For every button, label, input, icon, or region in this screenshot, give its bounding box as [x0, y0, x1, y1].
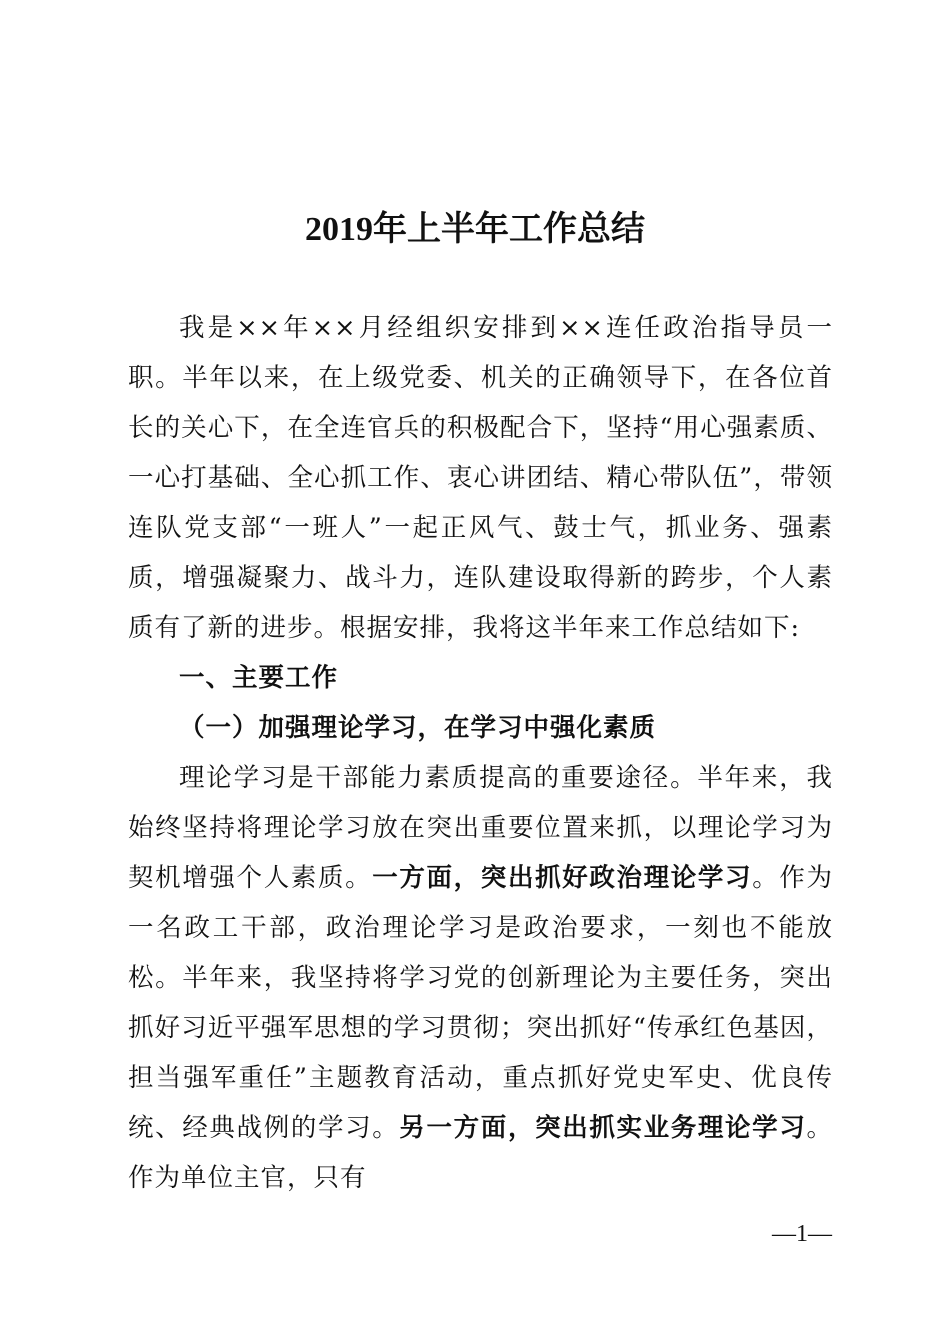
page-number: —1— — [772, 1221, 832, 1247]
bold-phrase-political-study: 一方面，突出抓好政治理论学习 — [372, 863, 753, 893]
document-body — [128, 303, 833, 1203]
paragraph-text: 。作为一名政工干部，政治理论学习是政治要求，一刻也不能放松。半年来，我坚持将学习党的创新理论为主要任务，突出抓好习近平强军思想的学习贯彻；突出抓好“传承红色基因，担当强军重任”主题教育活动，重点抓好党史军史、优良传统、经典战例的学习。 — [128, 863, 833, 1143]
section-heading-main-work: 一、主要工作 — [179, 663, 339, 693]
subsection-heading-theory-study: （一）加强理论学习，在学习中强化素质 — [179, 713, 657, 743]
paragraph-text: 理论学习是干部能力素质提高的重要途径。半年来，我始终坚持将理论学习放在突出重要位置来抓，以理论学习为契机增强个人素质。 — [128, 763, 833, 893]
intro-paragraph: 我是××年××月经组织安排到××连任政治指导员一职。半年以来，在上级党委、机关的正确领导下，在各位首长的关心下，在全连官兵的积极配合下，坚持“用心强素质、一心打基础、全心抓工作、衷心讲团结、精心带队伍”，带领连队党支部“一班人”一起正风气、鼓士气，抓业务、强素质，增强凝聚力、战斗力，连队建设取得新的跨步，个人素质有了新的进步。根据安排，我将这半年来工作总结如下: — [128, 313, 833, 643]
bold-phrase-business-study: 另一方面，突出抓实业务理论学习 — [399, 1113, 807, 1143]
theory-study-paragraph — [128, 753, 833, 1203]
document-title: 2019年上半年工作总结 — [305, 211, 645, 248]
paragraph-text: 。作为单位主官，只有 — [128, 1113, 833, 1193]
